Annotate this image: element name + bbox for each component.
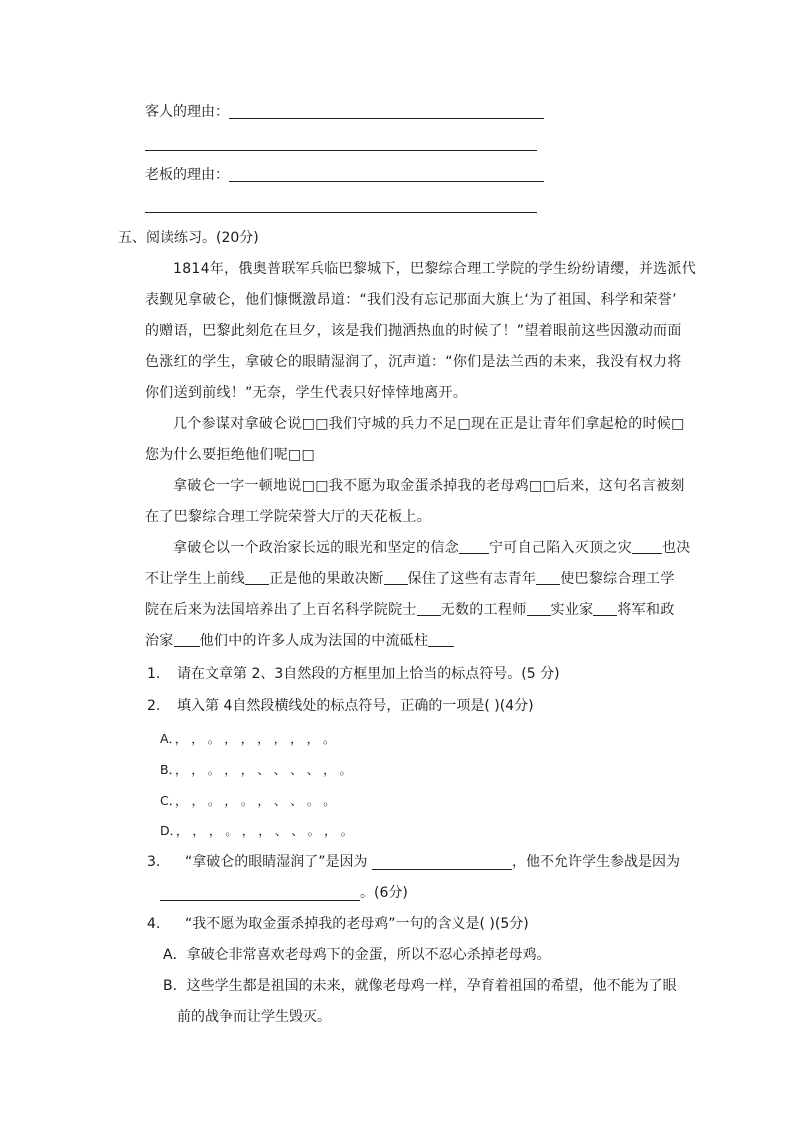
passage-p4-line-2: 不让学生上前线 正是他的果敢决断 保住了这些有志青年 使巴黎综合理工学 [145,571,675,587]
punct-blank[interactable] [632,539,662,554]
passage-p4-line-1: 拿破仑以一个政治家长远的眼光和坚定的信念 宁可自己陷入灭顶之灾 也决 [173,540,691,556]
guest-reason-blank-2[interactable] [145,150,537,151]
passage-p1-line-5: 你们送到前线！”无奈，学生代表只好悻悻地离开。 [145,385,468,401]
q2-option-c[interactable]: C．， ， 。 ， 。 ， 、 、 。 。 [160,793,336,808]
boss-reason-blank-2[interactable] [145,212,537,213]
guest-reason-blank-1[interactable] [229,118,544,119]
punct-blank[interactable] [174,632,200,647]
passage-p2-line-1: 几个参谋对拿破仑说□□我们守城的兵力不足□现在正是让青年们拿起枪的时候□ [173,416,685,432]
q3-number: 3. [147,854,161,870]
punct-blank[interactable] [245,570,269,585]
passage-p1-line-3: 的赠语，巴黎此刻危在旦夕，该是我们抛洒热血的时候了！”望着眼前这些因激动而面 [145,323,682,339]
section-heading: 五、阅读练习。(20分) [118,230,259,246]
q4-option-b-line-2[interactable]: 前的战争而让学生毁灭。 [177,1009,331,1025]
q2-number: 2. [147,698,161,714]
q3-text-a: “拿破仑的眼睛湿润了”是因为 [185,854,368,870]
passage-p3-line-1: 拿破仑一字一顿地说□□我不愿为取金蛋杀掉我的老母鸡□□后来，这句名言被刻 [173,478,685,494]
passage-p2-line-2: 您为什么要拒绝他们呢□□ [145,447,316,463]
passage-p4-line-4: 治家 他们中的许多人成为法国的中流砥柱 [145,626,655,657]
q3-answer-blank-2[interactable] [160,900,360,901]
boss-reason-label: 老板的理由： [145,167,229,183]
q4-option-b-line-1[interactable]: B．这些学生都是祖国的未来，就像老母鸡一样，孕育着祖国的希望，他不能为了眼 [163,978,677,994]
passage-p3-line-2: 在了巴黎综合理工学院荣誉大厅的天花板上。 [145,509,431,525]
q4-option-a[interactable]: A．拿破仑非常喜欢老母鸡下的金蛋，所以不忍心杀掉老母鸡。 [163,947,551,963]
punct-blank[interactable] [417,601,441,616]
passage-p1-line-1: 1814年，俄奥普联军兵临巴黎城下，巴黎综合理工学院的学生纷纷请缨，并选派代 [173,261,697,277]
punct-blank[interactable] [536,570,560,585]
passage-p4-line-3: 院在后来为法国培养出了上百名科学院院士 无数的工程师 实业家 将军和政 [145,602,675,618]
q1-number: 1. [147,666,161,682]
q3-text-c: 。(6分) [360,885,408,901]
q3-answer-blank-1[interactable] [372,869,512,870]
punct-blank[interactable] [428,632,454,647]
q3-text-b: ，他不允许学生参战是因为 [512,854,680,870]
q2-text: 填入第 4自然段横线处的标点符号，正确的一项是( )(4分) [177,698,534,714]
passage [145,254,697,657]
punct-blank[interactable] [459,539,489,554]
q4-number: 4. [147,916,161,932]
punct-blank[interactable] [527,601,551,616]
q4-text: “我不愿为取金蛋杀掉我的老母鸡”一句的含义是( )(5分) [185,916,529,932]
q2-option-a[interactable]: A．， ， 。 ， ， ， ， ， ， 。 [160,731,336,746]
q2-option-d[interactable]: D．， ， ， 。 ， ， 、 、 。 ， 。 [160,823,354,838]
guest-reason-label: 客人的理由： [145,104,229,120]
punct-blank[interactable] [593,601,617,616]
q2-option-b[interactable]: B．， ， 。 ， ， 、 、 、 、 ， 。 [160,762,353,777]
punct-blank[interactable] [384,570,408,585]
passage-p1-line-2: 表觐见拿破仑，他们慷慨激昂道：“我们没有忘记那面大旗上‘为了祖国、科学和荣誉’ [145,292,677,308]
q1-text: 请在文章第 2、3自然段的方框里加上恰当的标点符号。(5 分) [177,666,560,682]
passage-p1-line-4: 色涨红的学生，拿破仑的眼睛湿润了，沉声道：“你们是法兰西的未来，我没有权力将 [145,354,682,370]
boss-reason-blank-1[interactable] [229,181,544,182]
